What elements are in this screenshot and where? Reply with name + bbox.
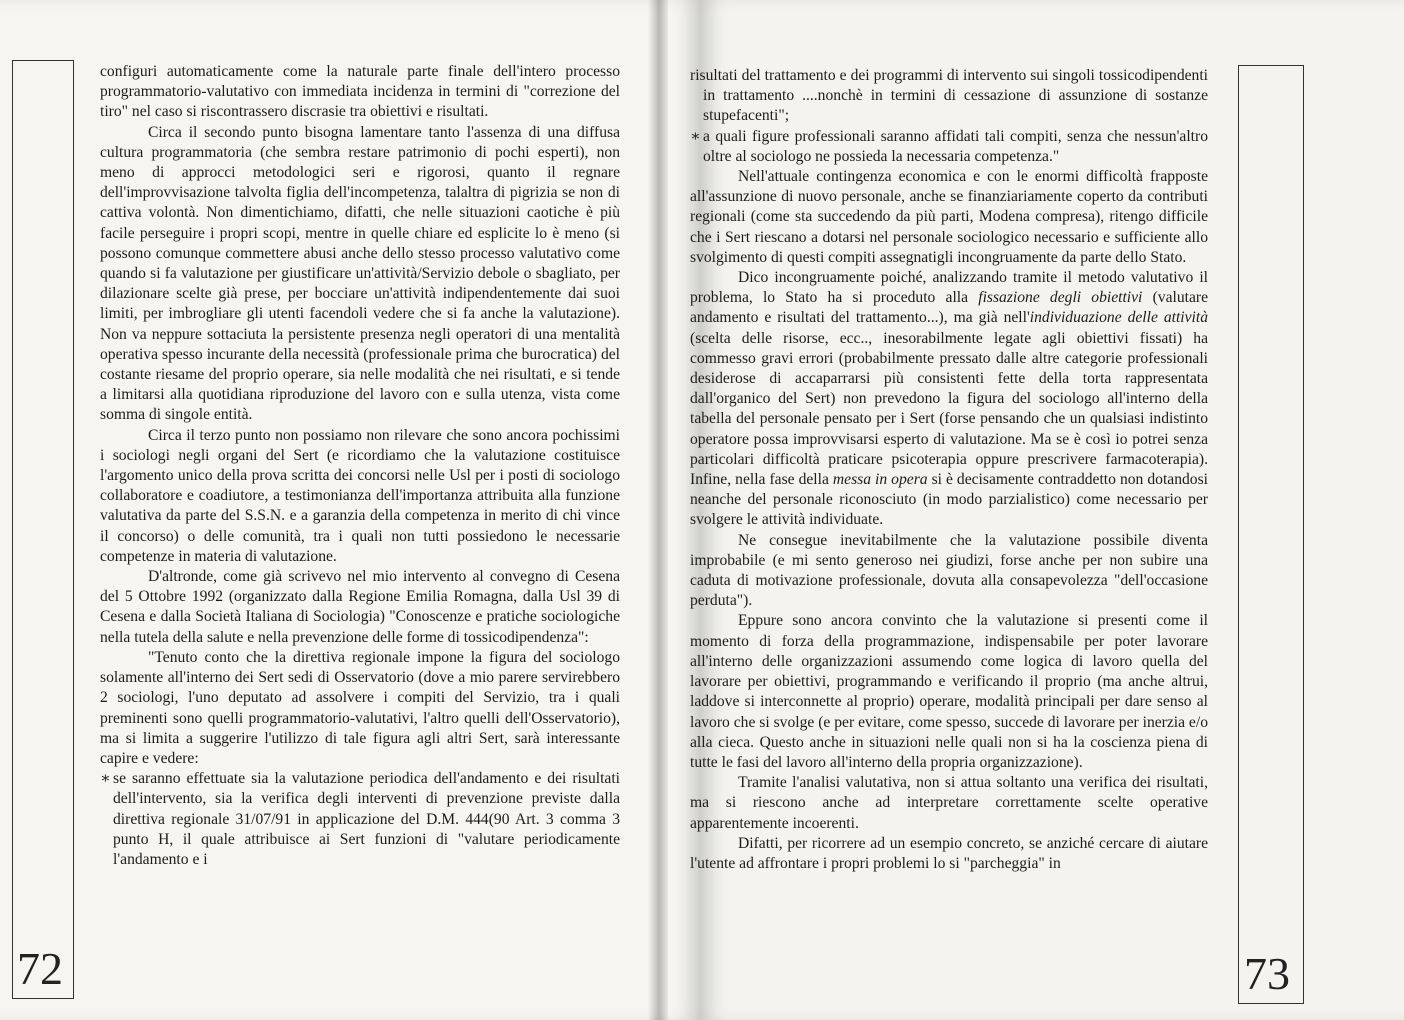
text-run: si è decisamente contraddetto non dotandosi neanche del personale riconosciuto (in modo parzialistico) come necessario per svolgere le attività individuate.	[690, 471, 1208, 529]
paragraph	[100, 769, 620, 870]
paragraph	[690, 834, 1208, 874]
left-page	[0, 0, 700, 1020]
paragraph-text: Ne consegue inevitabilmente che la valutazione possibile diventa improbabile (e mi sento generoso nei giudizi, forse anche per non subire una caduta di motivazione professionale, dovuta alla consapevolezza "dell'occasione perduta").	[690, 531, 1208, 610]
paragraph	[690, 773, 1208, 834]
paragraph-text: Circa il secondo punto bisogna lamentare tanto l'assenza di una diffusa cultura programmatoria (che sembra restare patrimonio di pochi esperti), non meno di approcci metodologici seri e rigorosi, quanto il regnare dell'improvvisazione talvolta figlia dell'incompetenza, talaltra di pigrizia se non di cattiva volontà. Non dimentichiamo, difatti, che nelle situazioni caotiche è più facile perseguire i propri scopi, mentre in quelle chiare ed esplicite lo è meno (si possono comunque commettere abusi anche dello stesso processo valutativo come quando si fa valutazione per giustificare un'attività/Servizio debole o sbagliato, per dilazionare scelte già prese, per bocciare un'attività indipendentemente dai suoi limiti, per imbrogliare gli utenti facendoli vedere che si fa anche la valutazione). Non va neppure sottaciuta la persistente presenza negli operatori di una mentalità operativa spesso incurante della necessità (professionale prima che burocratica) del costante riesame del proprio operare, sia nelle modalità che nei risultati, e si tende a limitarsi alla quotidiana riproduzione del lavoro con e sulla utenza, vista come somma di singole entità.	[100, 123, 620, 424]
paragraph-text: risultati del trattamento e dei programmi di intervento sui singoli tossicodipendenti in trattamento ....nonchè in termini di cessazione di assunzione di sostanze stupefacenti";	[690, 67, 1208, 125]
right-page	[690, 0, 1404, 1020]
italic-phrase: fissazione degli obiettivi	[978, 289, 1143, 307]
paragraph-text: Eppure sono ancora convinto che la valutazione si presenti come il momento di forza della programmazione, indispensabile per poter lavorare all'interno delle organizzazioni assumendo come logica di lavoro quella del lavorare per obiettivi, programmando e verificando il proprio (ma anche altrui, laddove si interconnette al proprio) operare, modalità principali per dare senso al lavoro che si svolge (e per evitare, come spesso, succede di lavorare per inerzia e/o alla cieca. Questo anche in situazioni nelle quali non si ha la coscienza piena di tutte le fasi del lavoro all'interno della propria organizzazione).	[690, 612, 1208, 771]
paragraph-text: Tramite l'analisi valutativa, non si attua soltanto una verifica dei risultati, ma si riescono anche ad interpretare correttamente scelte operative apparentemente incoerenti.	[690, 774, 1208, 832]
paragraph	[690, 167, 1208, 268]
paragraph-text: configuri automaticamente come la naturale parte finale dell'intero processo programmatorio-valutativo con immediata incidenza in termini di "correzione del tiro" nel caso si riscontrassero discrasie tra obiettivi e risultati.	[100, 63, 620, 121]
paragraph	[690, 611, 1208, 773]
text-run: (valutare andamento e risultati del trattamento...), ma già nell'	[690, 289, 1208, 327]
paragraph-text: Circa il terzo punto non possiamo non rilevare che sono ancora pochissimi i sociologi negli organi del Sert (e ricordiamo che la valutazione costituisce l'argomento unico della prova scritta dei concorsi nelle Usl per i posti di sociologo collaboratore e coadiutore, a testimonianza dell'importanza attribuita alla funzione valutativa da parte del S.S.N. e a garanzia della competenza in merito di chi vince il concorso) o delle comunità, tra i quali non tutti possiedono le necessarie competenze in materia di valutazione.	[100, 426, 620, 565]
right-page-text	[690, 66, 1208, 874]
paragraph	[690, 531, 1208, 612]
paragraph	[690, 268, 1208, 531]
paragraph	[690, 127, 1208, 167]
paragraph-text: "Tenuto conto che la direttiva regionale impone la figura del sociologo solamente all'interno dei Sert sedi di Osservatorio (dove a mio parere servirebbero 2 sociologi, l'uno deputato ad assolvere i compiti del Servizio, tra i quali preminenti sono quelli programmatorio-valutativi, l'altro quelli dell'Osservatorio), ma si limita a suggerire l'utilizzo di tale figura agli altri Sert, sarà interessante capire e vedere:	[100, 648, 620, 767]
paragraph	[100, 123, 620, 426]
text-run: (scelta delle risorse, ecc.., inesorabilmente legate agli obiettivi fissati) ha commesso gravi errori (probabilmente pressato dalle altre categorie professionali desiderose di accaparrarsi più consistenti fette della torta rappresentata dall'organico del Sert) non prevedono la figura del sociologo all'interno della tabella del personale pensato per i Sert (forse pensando che un qualsiasi indistinto operatore possa improvvisarsi esperto di valutazione. Ma se è così io potrei senza particolari difficoltà praticare psicoterapia oppure prescrivere farmacoterapia). Infine, nella fase della	[690, 329, 1208, 489]
italic-phrase: messa in opera	[832, 471, 928, 489]
text-run: Dico incongruamente poiché, analizzando tramite il metodo valutativo il problema, lo Stato ha si proceduto alla	[690, 269, 1208, 307]
paragraph-text: Nell'attuale contingenza economica e con le enormi difficoltà frapposte all'assunzione di nuovo personale, anche se finanziariamente coperto da contributi regionali (come sta succedendo da più parti, Modena compresa), ritengo difficile che i Sert riescano a dotarsi nel personale sociologico necessario e sufficiente allo svolgimento di questi compiti assegnatigli incongruamente da parte dello Stato.	[690, 168, 1208, 266]
bullet-icon: ∗	[690, 127, 701, 145]
paragraph	[100, 648, 620, 769]
bullet-icon: ∗	[100, 770, 111, 788]
paragraph-text: a quali figure professionali saranno affidati tali compiti, senza che nessun'altro oltre al sociologo ne possieda la necessaria competenza."	[703, 127, 1208, 165]
italic-phrase: individuazione delle attività	[1029, 309, 1209, 327]
left-page-text	[100, 62, 620, 870]
page-number-frame	[1238, 65, 1304, 1004]
paragraph	[690, 66, 1208, 127]
paragraph-text: Difatti, per ricorrere ad un esempio concreto, se anziché cercare di aiutare l'utente ad affrontare i propri problemi lo si "parcheggia" in	[690, 834, 1208, 872]
book-spine-shadow	[648, 0, 668, 1020]
paragraph	[100, 62, 620, 123]
page-number: 73	[1244, 948, 1290, 999]
page-number: 72	[17, 943, 63, 994]
page-number-frame	[12, 60, 74, 999]
paragraph-text: se saranno effettuate sia la valutazione periodica dell'andamento e dei risultati dell'intervento, sia la verifica degli interventi di prevenzione previste dalla direttiva regionale 31/07/91 in applicazione del D.M. 444(90 Art. 3 comma 3 punto H, il quale attribuisce ai Sert funzioni di "valutare periodicamente l'andamento e i	[113, 770, 620, 868]
paragraph	[100, 426, 620, 567]
paragraph-text: D'altronde, come già scrivevo nel mio intervento al convegno di Cesena del 5 Ottobre 1992 (organizzato dalla Regione Emilia Romagna, dalla Usl 39 di Cesena e dalla Società Italiana di Sociologia) "Conoscenze e pratiche sociologiche nella tutela della salute e nella prevenzione delle forme di tossicodipendenza":	[100, 568, 620, 646]
paragraph	[100, 567, 620, 648]
